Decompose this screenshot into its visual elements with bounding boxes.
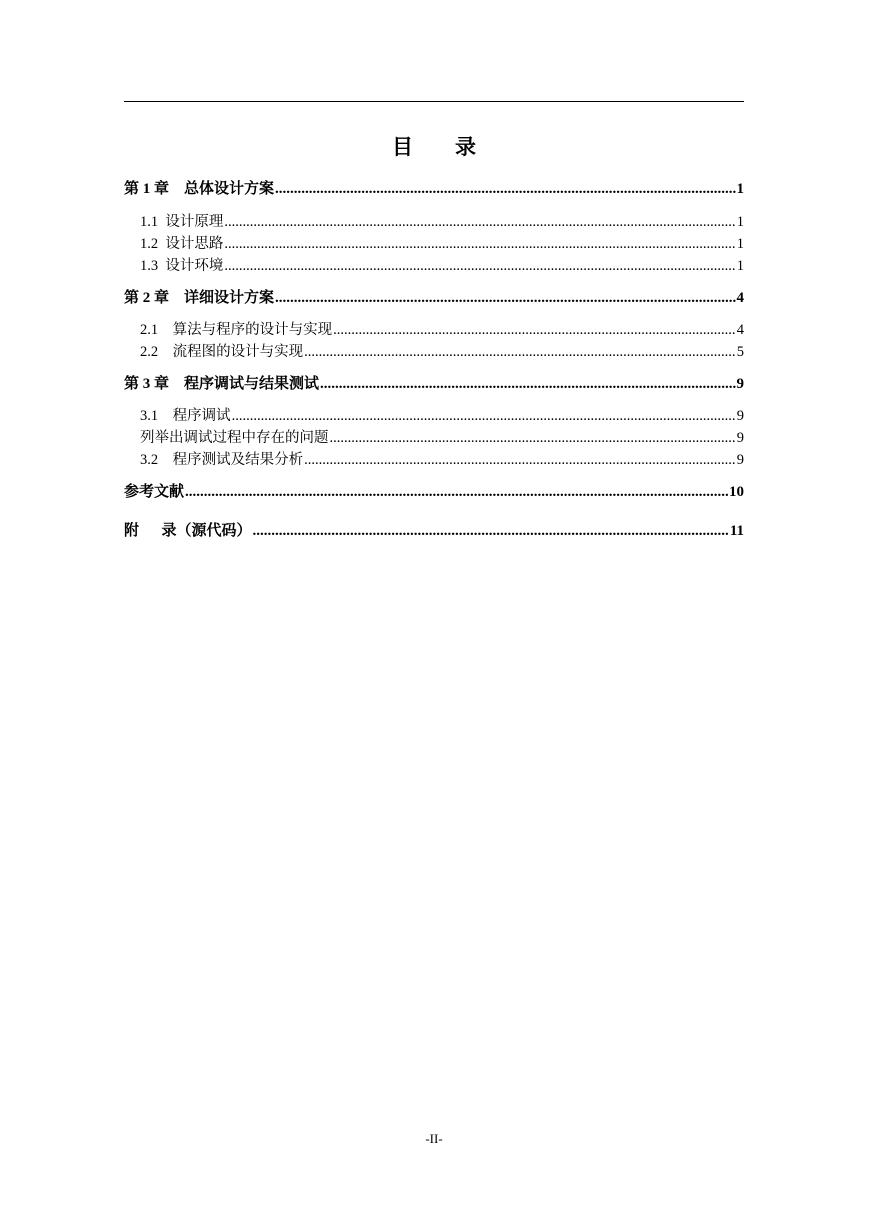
toc-entry-label: 1.1 设计原理 — [140, 214, 224, 230]
toc-entry-label: 第 1 章 总体设计方案 — [124, 181, 275, 197]
toc-entry-label: 1.3 设计环境 — [140, 258, 224, 274]
toc-entry-chapter-2[interactable] — [124, 287, 744, 309]
toc-leader-dots — [304, 341, 736, 363]
toc-leader-dots — [232, 405, 736, 427]
toc-leader-dots — [320, 373, 735, 395]
toc-title: 目 录 — [392, 135, 476, 159]
toc-entry-page: 1 — [736, 258, 744, 274]
toc-entry-page: 4 — [736, 290, 744, 306]
toc-leader-dots — [253, 520, 729, 542]
toc-entry-label: 3.2 程序测试及结果分析 — [140, 452, 304, 468]
toc-leader-dots — [304, 449, 736, 471]
toc-entry-1-2[interactable] — [140, 233, 744, 255]
toc-leader-dots — [275, 287, 735, 309]
toc-leader-dots — [224, 233, 735, 255]
toc-entry-1-1[interactable] — [140, 211, 744, 233]
toc-entry-page: 9 — [736, 376, 744, 392]
toc-entry-label: 1.2 设计思路 — [140, 236, 224, 252]
toc-leader-dots — [333, 319, 736, 341]
toc-entry-label: 2.1 算法与程序的设计与实现 — [140, 322, 333, 338]
toc-entry-page: 1 — [736, 236, 744, 252]
toc-entry-page: 9 — [736, 430, 744, 446]
toc-entry-3-issues[interactable] — [140, 427, 744, 449]
toc-entry-page: 9 — [736, 408, 744, 424]
toc-entry-page: 5 — [736, 344, 744, 360]
toc-entry-1-3[interactable] — [140, 255, 744, 277]
toc-entry-chapter-1[interactable] — [124, 178, 744, 200]
toc-entry-page: 1 — [736, 214, 744, 230]
toc-entry-2-2[interactable] — [140, 341, 744, 363]
page-number-footer: -II- — [425, 1131, 443, 1146]
toc-leader-dots — [224, 211, 735, 233]
toc-entry-label: 附 录（源代码） — [124, 523, 252, 539]
toc-leader-dots — [330, 427, 736, 449]
toc-leader-dots — [185, 481, 728, 503]
toc-entry-3-1[interactable] — [140, 405, 744, 427]
toc-entry-chapter-3[interactable] — [124, 373, 744, 395]
toc-entry-appendix[interactable] — [124, 520, 744, 542]
toc-entry-label: 列举出调试过程中存在的问题 — [140, 430, 329, 446]
toc-leader-dots — [224, 255, 735, 277]
toc-entry-label: 2.2 流程图的设计与实现 — [140, 344, 304, 360]
toc-entry-page: 10 — [729, 484, 744, 500]
toc-entry-label: 参考文献 — [124, 484, 185, 500]
header-rule — [124, 101, 744, 102]
toc-entry-label: 第 3 章 程序调试与结果测试 — [124, 376, 320, 392]
toc-entry-3-2[interactable] — [140, 449, 744, 471]
toc-entry-references[interactable] — [124, 481, 744, 503]
toc-entry-page: 9 — [736, 452, 744, 468]
toc-entry-label: 3.1 程序调试 — [140, 408, 231, 424]
toc-leader-dots — [275, 178, 735, 200]
toc-entry-2-1[interactable] — [140, 319, 744, 341]
toc-entry-label: 第 2 章 详细设计方案 — [124, 290, 275, 306]
toc-entry-page: 11 — [729, 523, 744, 539]
toc-entry-page: 1 — [736, 181, 744, 197]
toc-entry-page: 4 — [736, 322, 744, 338]
